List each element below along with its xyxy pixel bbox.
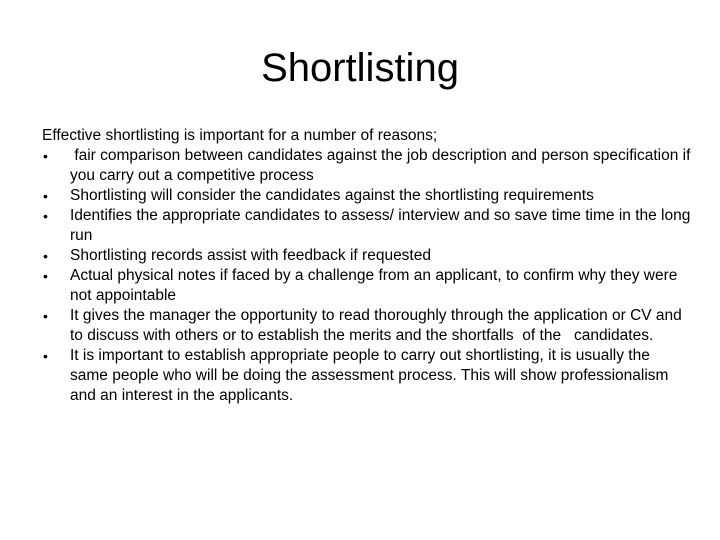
bullet-text: fair comparison between candidates against the job description and person specification if you carry out a competitive process <box>70 147 695 184</box>
intro-text: Effective shortlisting is important for a number of reasons; <box>42 127 438 144</box>
slide-title: Shortlisting <box>261 46 459 90</box>
bullet-text: Shortlisting will consider the candidates against the shortlisting requirements <box>70 187 594 204</box>
bullet-item <box>42 206 692 246</box>
bullet-text: It is important to establish appropriate people to carry out shortlisting, it is usually the same people who will be doing the assessment process. This will show professionalism and an interest in the applicants. <box>70 347 669 404</box>
bullet-text: Identifies the appropriate candidates to assess/ interview and so save time time in the long run <box>70 207 691 244</box>
bullet-item <box>42 246 692 266</box>
bullet-item <box>42 146 695 186</box>
bullet-icon: • <box>43 148 48 164</box>
bullet-icon: • <box>43 348 48 364</box>
bullet-text: It gives the manager the opportunity to read thoroughly through the application or CV and to discuss with others or to establish the merits and the shortfalls of the candidates. <box>70 307 687 344</box>
bullet-text: Actual physical notes if faced by a challenge from an applicant, to confirm why they were not appointable <box>70 267 678 304</box>
bullet-item <box>42 346 692 406</box>
bullet-icon: • <box>43 188 48 204</box>
bullet-item <box>42 306 692 346</box>
bullet-item <box>42 266 692 306</box>
bullet-icon: • <box>43 208 48 224</box>
bullet-icon: • <box>43 308 48 324</box>
bullet-item <box>42 186 692 206</box>
bullet-text: Shortlisting records assist with feedback if requested <box>70 247 431 264</box>
slide-body <box>42 126 695 406</box>
bullet-icon: • <box>43 248 48 264</box>
bullet-list <box>42 146 695 406</box>
bullet-icon: • <box>43 268 48 284</box>
